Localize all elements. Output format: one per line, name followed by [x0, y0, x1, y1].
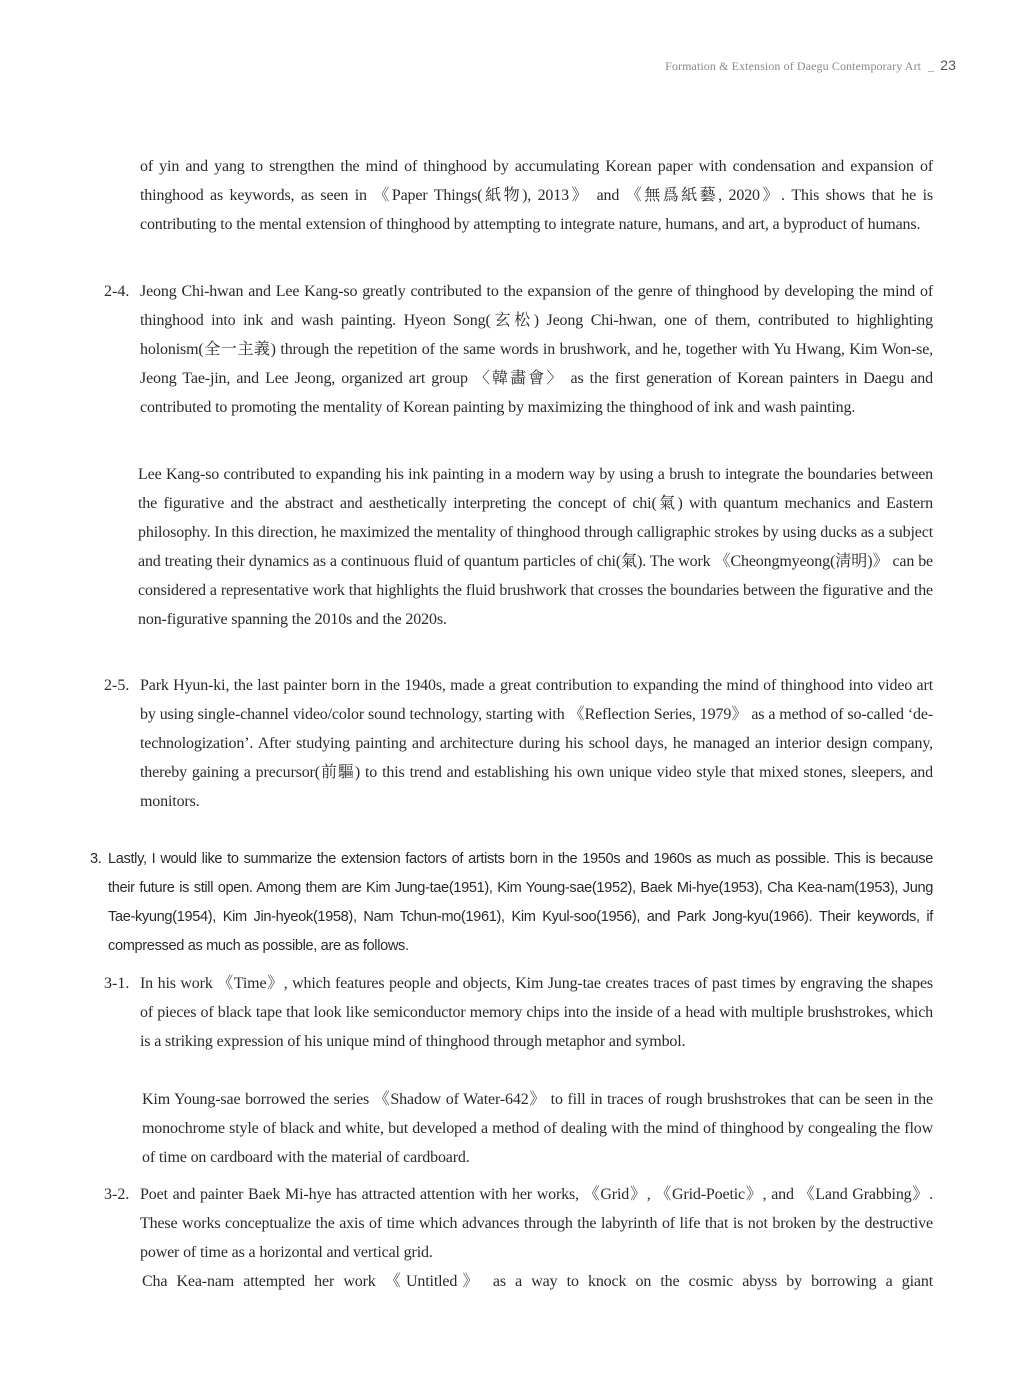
- paragraph: In his work 《Time》, which features people and objects, Kim Jung-tae creates traces of past times by engraving the shapes of pieces of black tape that look like semiconductor memory chips into the inside of a head with multiple brushstrokes, which is a striking expression of his unique mind of thinghood through metaphor and symbol.: [140, 975, 933, 1050]
- header-separator: _: [928, 59, 935, 73]
- paragraph: Lee Kang-so contributed to expanding his ink painting in a modern way by using a brush to integrate the boundaries between the figurative and the abstract and aesthetically interpreting the concept of chi(氣) with quantum mechanics and Eastern philosophy. In this direction, he maximized the mentality of thinghood through calligraphic strokes by using ducks as a subject and treating their dynamics as a continuous fluid of quantum particles of chi(氣). The work 《Cheongmyeong(淸明)》 can be considered a representative work that highlights the fluid brushwork that crosses the boundaries between the figurative and the non-figurative spanning the 2010s and the 2020s.: [138, 466, 933, 628]
- paragraph: Kim Young-sae borrowed the series 《Shadow of Water-642》 to fill in traces of rough brushstrokes that can be seen in the monochrome style of black and white, but developed a method of dealing with the mind of thinghood by congealing the flow of time on cardboard with the material of cardboard.: [142, 1091, 933, 1166]
- running-title: Formation & Extension of Daegu Contemporary Art: [665, 59, 922, 73]
- section-2-4-paragraph-2: [138, 461, 933, 634]
- section-3-paragraph: [108, 845, 933, 961]
- paragraph: Park Hyun-ki, the last painter born in the 1940s, made a great contribution to expanding the mind of thinghood into video art by using single-channel video/color sound technology, starting with 《Reflection Series, 1979》 as a method of so-called ‘de-technologization’. After studying painting and architecture during his school days, he managed an interior design company, thereby gaining a precursor(前驅) to this trend and establishing his own unique video style that mixed stones, sleepers, and monitors.: [140, 677, 933, 810]
- section-label-3: 3.: [90, 851, 102, 867]
- section-3-2-paragraph-1: [140, 1181, 933, 1268]
- continuation-paragraph: [140, 153, 933, 240]
- section-label-3-2: 3-2.: [104, 1186, 130, 1203]
- section-2-4-paragraph-1: [140, 278, 933, 423]
- section-3-1-paragraph-2: [142, 1086, 933, 1173]
- section-label-3-1: 3-1.: [104, 975, 130, 992]
- page-number: 23: [940, 57, 956, 73]
- paragraph: of yin and yang to strengthen the mind of thinghood by accumulating Korean paper with condensation and expansion of thinghood as keywords, as seen in 《Paper Things(紙物), 2013》 and 《無爲紙藝, 2020》. This shows that he is contributing to the mental extension of thinghood by attempting to integrate nature, humans, and art, a byproduct of humans.: [140, 158, 933, 233]
- section-label-2-5: 2-5.: [104, 677, 130, 694]
- paragraph: Cha Kea-nam attempted her work 《Untitled》 as a way to knock on the cosmic abyss by borrowing a giant: [142, 1273, 933, 1290]
- paragraph: Lastly, I would like to summarize the extension factors of artists born in the 1950s and 1960s as much as possible. This is because their future is still open. Among them are Kim Jung-tae(1951), Kim Young-sae(1952), Baek Mi-hye(1953), Cha Kea-nam(1953), Jung Tae-kyung(1954), Kim Jin-hyeok(1958), Nam Tchun-mo(1961), Kim Kyul-soo(1956), and Park Jong-kyu(1966). Their keywords, if compressed as much as possible, are as follows.: [108, 851, 933, 954]
- section-3-2-paragraph-2: [142, 1268, 933, 1297]
- section-2-5-paragraph: [140, 672, 933, 817]
- paragraph: Jeong Chi-hwan and Lee Kang-so greatly contributed to the expansion of the genre of thinghood by developing the mind of thinghood into ink and wash painting. Hyeon Song(玄松) Jeong Chi-hwan, one of them, contributed to highlighting holonism(全一主義) through the repetition of the same words in brushwork, and he, together with Yu Hwang, Kim Won-se, Jeong Tae-jin, and Lee Jeong, organized art group 〈韓畵會〉 as the first generation of Korean painters in Daegu and contributed to promoting the mentality of Korean painting by maximizing the thinghood of ink and wash painting.: [140, 283, 933, 416]
- paragraph: Poet and painter Baek Mi-hye has attracted attention with her works, 《Grid》, 《Grid-Poetic》, and 《Land Grabbing》. These works conceptualize the axis of time which advances through the labyrinth of life that is not broken by the destructive power of time as a horizontal and vertical grid.: [140, 1186, 933, 1261]
- section-3-1-paragraph-1: [140, 970, 933, 1057]
- running-header: [665, 57, 956, 74]
- section-label-2-4: 2-4.: [104, 283, 130, 300]
